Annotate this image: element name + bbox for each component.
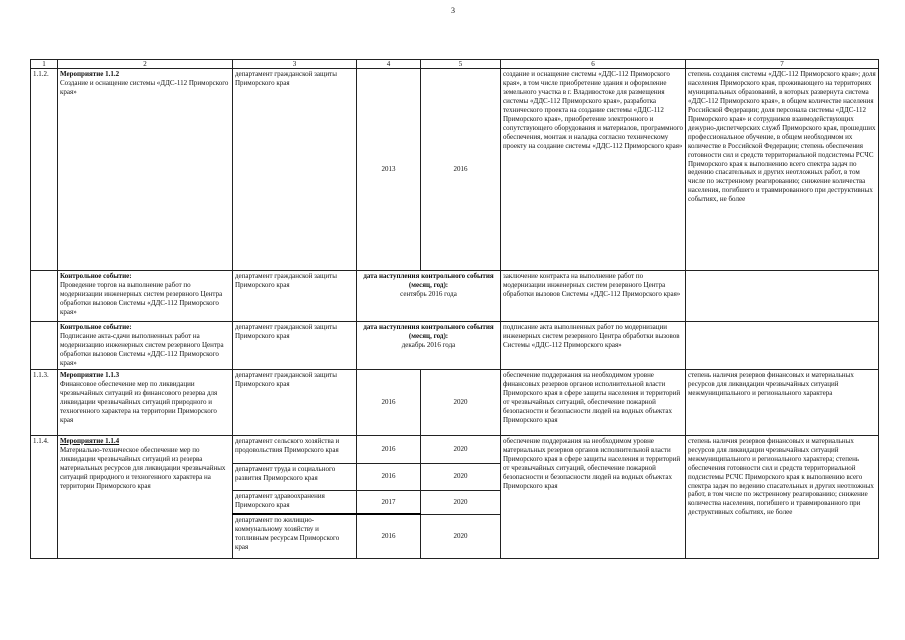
- measure-title: Мероприятие 1.1.3: [60, 370, 120, 379]
- header-cell: 2: [58, 60, 233, 69]
- page-number: 3: [451, 6, 455, 15]
- control-event-date: [357, 271, 501, 322]
- end-year: 2020: [421, 490, 501, 514]
- date-label: дата наступления контрольного события (месяц, год):: [363, 272, 494, 289]
- start-year: 2016: [357, 369, 421, 435]
- table-row: [31, 369, 879, 435]
- header-cell: 4: [357, 60, 421, 69]
- executor: департамент гражданской защиты Приморского края: [233, 369, 357, 435]
- measure-description: Создание и оснащение системы «ДДС-112 Приморского края»: [60, 78, 229, 96]
- end-year: 2016: [421, 69, 501, 271]
- control-event-title: Контрольное событие:: [60, 323, 132, 331]
- header-cell: 3: [233, 60, 357, 69]
- header-cell: 7: [686, 60, 879, 69]
- measure-description: Материально-техническое обеспечение мер по ликвидации чрезвычайных ситуаций из резерва материальных ресурсов для ликвидации чрезвычайных ситуаций природного и техногенного характера на территории Приморского края: [60, 445, 226, 490]
- measures-table: [30, 59, 879, 559]
- executor: департамент сельского хозяйства и продовольствия Приморского края: [233, 435, 357, 463]
- executor: департамент гражданской защиты Приморского края: [233, 69, 357, 271]
- executor: департамент гражданской защиты Приморского края: [233, 271, 357, 322]
- measure-cell: [58, 69, 233, 271]
- table-row: [31, 322, 879, 370]
- executor: департамент по жилищно-коммунальному хозяйству и топливным ресурсам Приморского края: [233, 514, 357, 558]
- row-number: [31, 322, 58, 370]
- measure-title: Мероприятие 1.1.2: [60, 70, 120, 78]
- executor: департамент здравоохранения Приморского края: [233, 490, 357, 514]
- control-event-cell: [58, 271, 233, 322]
- measure-title: Мероприятие 1.1.4: [60, 436, 120, 445]
- end-year: 2020: [421, 463, 501, 490]
- expected-result: создание и оснащение системы «ДДС-112 Приморского края», в том числе приобретение здания и оформление земельного участка в г. Владивостоке для размещения системы «ДДС-112 Приморского края», разработка технического проекта на создание системы «ДДС-112 Приморского края», приобретение электронного и сопутствующего оборудования и материалов, программного обеспечения, монтаж и наладка согласно техническому проекту на создание системы «ДДС-112 Приморского края»: [501, 69, 686, 271]
- start-year: 2013: [357, 69, 421, 271]
- end-year: 2020: [421, 369, 501, 435]
- row-number: 1.1.2.: [31, 69, 58, 271]
- indicator: [686, 271, 879, 322]
- header-cell: 6: [501, 60, 686, 69]
- expected-result: заключение контракта на выполнение работ по модернизации инженерных систем резервного Центра обработки вызовов Системы «ДДС-112 Приморского края»: [501, 271, 686, 322]
- end-year: 2020: [421, 514, 501, 558]
- date-value: сентябрь 2016 года: [400, 289, 457, 298]
- control-event-description: Подписание акта-сдачи выполненных работ на модернизацию инженерных систем резервного Центра обработки вызовов Системы «ДДС-112 Приморского края»: [60, 331, 224, 367]
- control-event-date: [357, 322, 501, 370]
- control-event-title: Контрольное событие:: [60, 272, 132, 280]
- measure-description: Финансовое обеспечение мер по ликвидации чрезвычайных ситуаций из финансового резерва для ликвидации чрезвычайных ситуаций природного и техногенного характера на территории Приморского края: [60, 379, 218, 424]
- control-event-cell: [58, 322, 233, 370]
- expected-result: обеспечение поддержания на необходимом уровне материальных резервов органов исполнительной власти Приморского края в сфере защиты населения и территорий от чрезвычайных ситуаций, обеспечение пожарной безопасности и безопасности людей на водных объектах Приморского края: [501, 435, 686, 558]
- table-row: [31, 69, 879, 271]
- start-year: 2017: [357, 490, 421, 514]
- indicator: [686, 322, 879, 370]
- executor: департамент гражданской защиты Приморского края: [233, 322, 357, 370]
- indicator: степень наличия резервов финансовых и материальных ресурсов для ликвидации чрезвычайных ситуаций межмуниципального и регионального характера: [686, 369, 879, 435]
- expected-result: обеспечение поддержания на необходимом уровне финансовых резервов органов исполнительной власти Приморского края в сфере защиты населения и территорий от чрезвычайных ситуаций, обеспечение пожарной безопасности и безопасности людей на водных объектах Приморского края: [501, 369, 686, 435]
- table-row: [31, 271, 879, 322]
- date-value: декабрь 2016 года: [401, 340, 456, 349]
- table-header-row: [31, 60, 879, 69]
- start-year: 2016: [357, 435, 421, 463]
- indicator: степень наличия резервов финансовых и материальных ресурсов для ликвидации чрезвычайных ситуаций межмуниципального и регионального характера; степень обеспечения готовности сил и средств территориальной подсистемы РСЧС Приморского края к выполнению всего спектра задач по ведению спасательных и других неотложных работ, в том числе по экстренному реагированию; снижение количества населения, погибшего и травмированного при деструктивных событиях, не более: [686, 435, 879, 558]
- control-event-description: Проведение торгов на выполнение работ по модернизации инженерных систем резервного Центра обработки вызовов Системы «ДДС-112 Приморского края»: [60, 280, 223, 316]
- start-year: 2016: [357, 463, 421, 490]
- row-number: [31, 271, 58, 322]
- start-year: 2016: [357, 514, 421, 558]
- row-number: 1.1.3.: [31, 369, 58, 435]
- header-cell: 1: [31, 60, 58, 69]
- measure-cell: [58, 435, 233, 558]
- indicator: степень создания системы «ДДС-112 Приморского края»; доля населения Приморского края, проживающего на территориях муниципальных образований, в которых развернута система «ДДС-112 Приморского края», в общем количестве населения Российской Федерации; доля персонала системы «ДДС-112 Приморского края» и сотрудников взаимодействующих дежурно-диспетчерских служб Приморского края, прошедших профессиональное обучение, в общем необходимом их количестве в Российской Федерации; степень обеспечения готовности сил и средств территориальной подсистемы РСЧС Приморского края к выполнению всего спектра задач по ведению спасательных и других неотложных работ, в том числе по экстренному реагированию; снижение количества населения, погибшего и травмированного при деструктивных событиях, не более: [686, 69, 879, 271]
- row-number: 1.1.4.: [31, 435, 58, 558]
- date-label: дата наступления контрольного события (месяц, год):: [363, 323, 494, 340]
- end-year: 2020: [421, 435, 501, 463]
- table-row: [31, 435, 879, 463]
- expected-result: подписание акта выполненных работ по модернизации инженерных систем резервного Центра обработки вызовов Системы «ДДС-112 Приморского края»: [501, 322, 686, 370]
- header-cell: 5: [421, 60, 501, 69]
- executor: департамент труда и социального развития Приморского края: [233, 463, 357, 490]
- measure-cell: [58, 369, 233, 435]
